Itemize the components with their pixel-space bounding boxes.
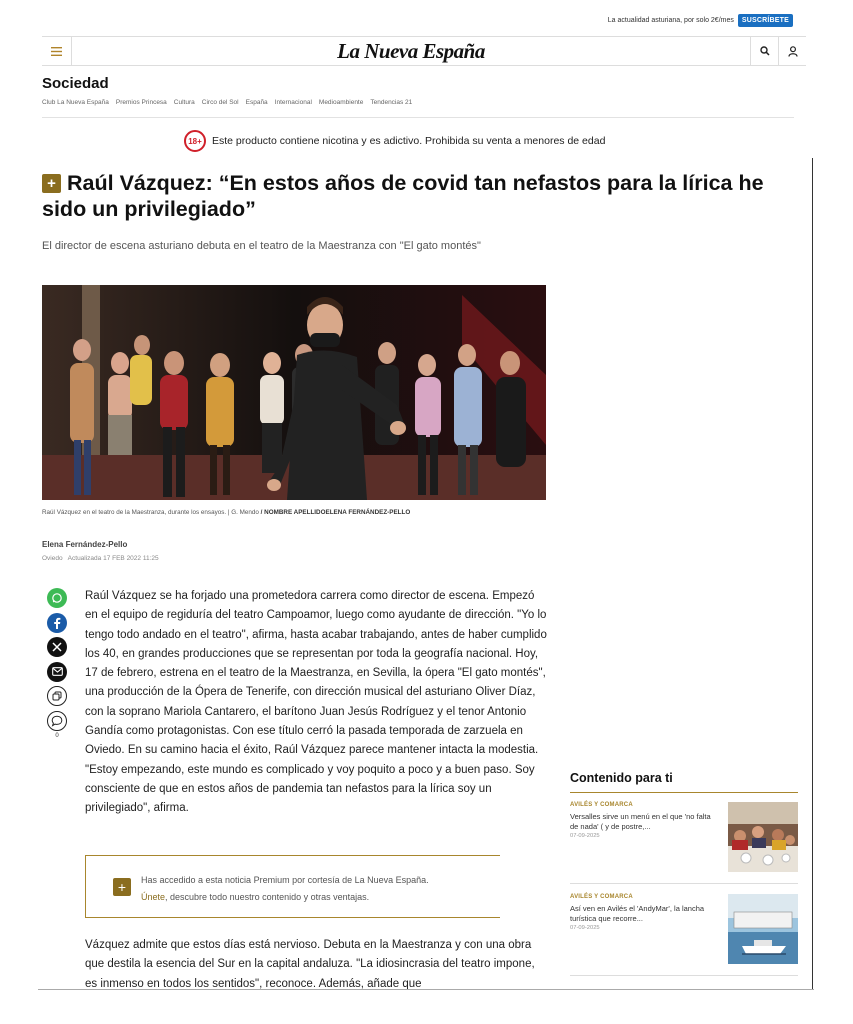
divider [42, 117, 794, 118]
mail-icon[interactable] [47, 662, 67, 682]
search-icon[interactable] [750, 36, 778, 66]
hamburger-icon[interactable] [42, 36, 72, 66]
recommended-item[interactable] [570, 894, 798, 931]
warning-text: Este producto contiene nicotina y es adictivo. Prohibida su venta a menores de edad [212, 135, 606, 147]
comment-icon[interactable] [47, 711, 67, 731]
divider [38, 989, 814, 990]
caption-credit: / NOMBRE APELLIDOELENA FERNÁNDEZ-PELLO [260, 509, 411, 516]
divider [570, 975, 798, 976]
recommended-title: Contenido para ti [570, 771, 673, 785]
recommended-thumbnail[interactable] [728, 802, 798, 872]
section-title[interactable]: Sociedad [42, 75, 109, 92]
location: Oviedo [42, 555, 63, 562]
photo-caption [42, 509, 410, 516]
divider [570, 792, 798, 793]
join-link[interactable]: Únete [141, 892, 166, 902]
subnav-item[interactable]: Circo del Sol [201, 99, 239, 106]
article-photo[interactable] [42, 285, 546, 500]
subnav-item[interactable]: Cultura [173, 99, 195, 106]
author-name[interactable]: Elena Fernández-Pello [42, 540, 128, 549]
whatsapp-icon[interactable] [47, 588, 67, 608]
article-standfirst: El director de escena asturiano debuta en el teatro de la Maestranza con "El gato montés" [42, 240, 481, 252]
subscription-bar [608, 14, 793, 27]
article-paragraph: Raúl Vázquez se ha forjado una prometedora carrera como director de escena. Empezó en el equipo de regiduría del teatro Campoamor, luego como ayudante de dirección. "Yo lo tengo todo andado en el teatro", afirma, hasta acabar trabajando, antes de haber cumplido los 40, en grandes producciones que se representan por toda la geografía nacional. Hoy, 17 de febrero, estrena en el teatro de la Maestranza, en Sevilla, la ópera "El gato montés", una producción de la Ópera de Tenerife, con dirección musical del asturiano Oliver Díaz, con la soprano Mariola Cantarero, el barítono Juan Jesús Rodríguez y el tenor Antonio Gandía como protagonistas. Con ese título cerró la pasada temporada de zarzuela en Oviedo. En su camino hacia el éxito, Raúl Vázquez parece mantener intacta la modestia. "Estoy empezando, este mundo es complicado y voy poquito a poco y a buen paso. Soy consciente de que en estos años de pandemia tan nefastos para la lírica soy un privilegiado", afirma. [85, 590, 547, 815]
subnav-item[interactable]: Internacional [274, 99, 312, 106]
subnav-item[interactable]: Tendencias 21 [370, 99, 413, 106]
facebook-icon[interactable] [47, 613, 67, 633]
share-bar [46, 588, 68, 739]
caption-text: Raúl Vázquez en el teatro de la Maestranza, durante los ensayos. | G. Mendo [42, 509, 259, 516]
premium-notice [85, 855, 500, 918]
article-meta [42, 555, 159, 562]
recommended-item[interactable] [570, 802, 798, 839]
section-subnav [42, 99, 412, 106]
recommended-headline[interactable]: Así ven en Avilés el 'AndyMar', la lancha turística que recorre... [570, 904, 705, 923]
age-18-badge-icon: 18+ [184, 130, 206, 152]
headline-text: Raúl Vázquez: “En estos años de covid tan nefastos para la lírica he sido un privilegiado” [42, 171, 764, 221]
recommended-kicker[interactable]: AVILÉS Y COMARCA [570, 802, 633, 808]
copy-link-icon[interactable] [47, 686, 67, 706]
site-logo[interactable]: La Nueva España [337, 38, 485, 63]
recommended-date: 07-09-2025 [570, 925, 600, 931]
divider [812, 158, 813, 990]
subscription-promo-text: La actualidad asturiana, por solo 2€/mes [607, 17, 734, 24]
user-icon[interactable] [778, 36, 806, 66]
premium-plus-icon: + [113, 878, 131, 896]
updated-timestamp: Actualizada 17 FEB 2022 11:25 [67, 555, 159, 562]
premium-notice-line2: , descubre todo nuestro contenido y otras ventajas. [165, 892, 370, 902]
recommended-kicker[interactable]: AVILÉS Y COMARCA [570, 894, 633, 900]
subnav-item[interactable]: Premios Princesa [115, 99, 167, 106]
recommended-date: 07-09-2025 [570, 833, 600, 839]
article-paragraph: Vázquez admite que estos días está nervioso. Debuta en la Maestranza y con una obra que destila la esencia del Sur en la capital andaluza. "La idiosincrasia del teatro impone, es inmenso en todos los sentidos", reconoce. Además, añade que [85, 939, 535, 990]
comment-count: 0 [55, 733, 59, 739]
premium-plus-icon: + [42, 174, 61, 193]
recommended-thumbnail[interactable] [728, 894, 798, 964]
subnav-item[interactable]: Medioambiente [318, 99, 364, 106]
premium-notice-text [141, 872, 429, 906]
x-icon[interactable] [47, 637, 67, 657]
premium-notice-line1: Has accedido a esta noticia Premium por cortesía de La Nueva España. [141, 875, 429, 885]
subscribe-button[interactable]: SUSCRÍBETE [738, 14, 793, 27]
nicotine-warning-banner[interactable] [184, 130, 605, 152]
subnav-item[interactable]: Club La Nueva España [42, 99, 109, 106]
subnav-item[interactable]: España [245, 99, 268, 106]
site-header [42, 36, 806, 66]
recommended-headline[interactable]: Versalles sirve un menú en el que 'no falta de nada' ( y de postre,... [570, 812, 711, 831]
article-headline [42, 170, 782, 222]
divider [570, 883, 798, 884]
